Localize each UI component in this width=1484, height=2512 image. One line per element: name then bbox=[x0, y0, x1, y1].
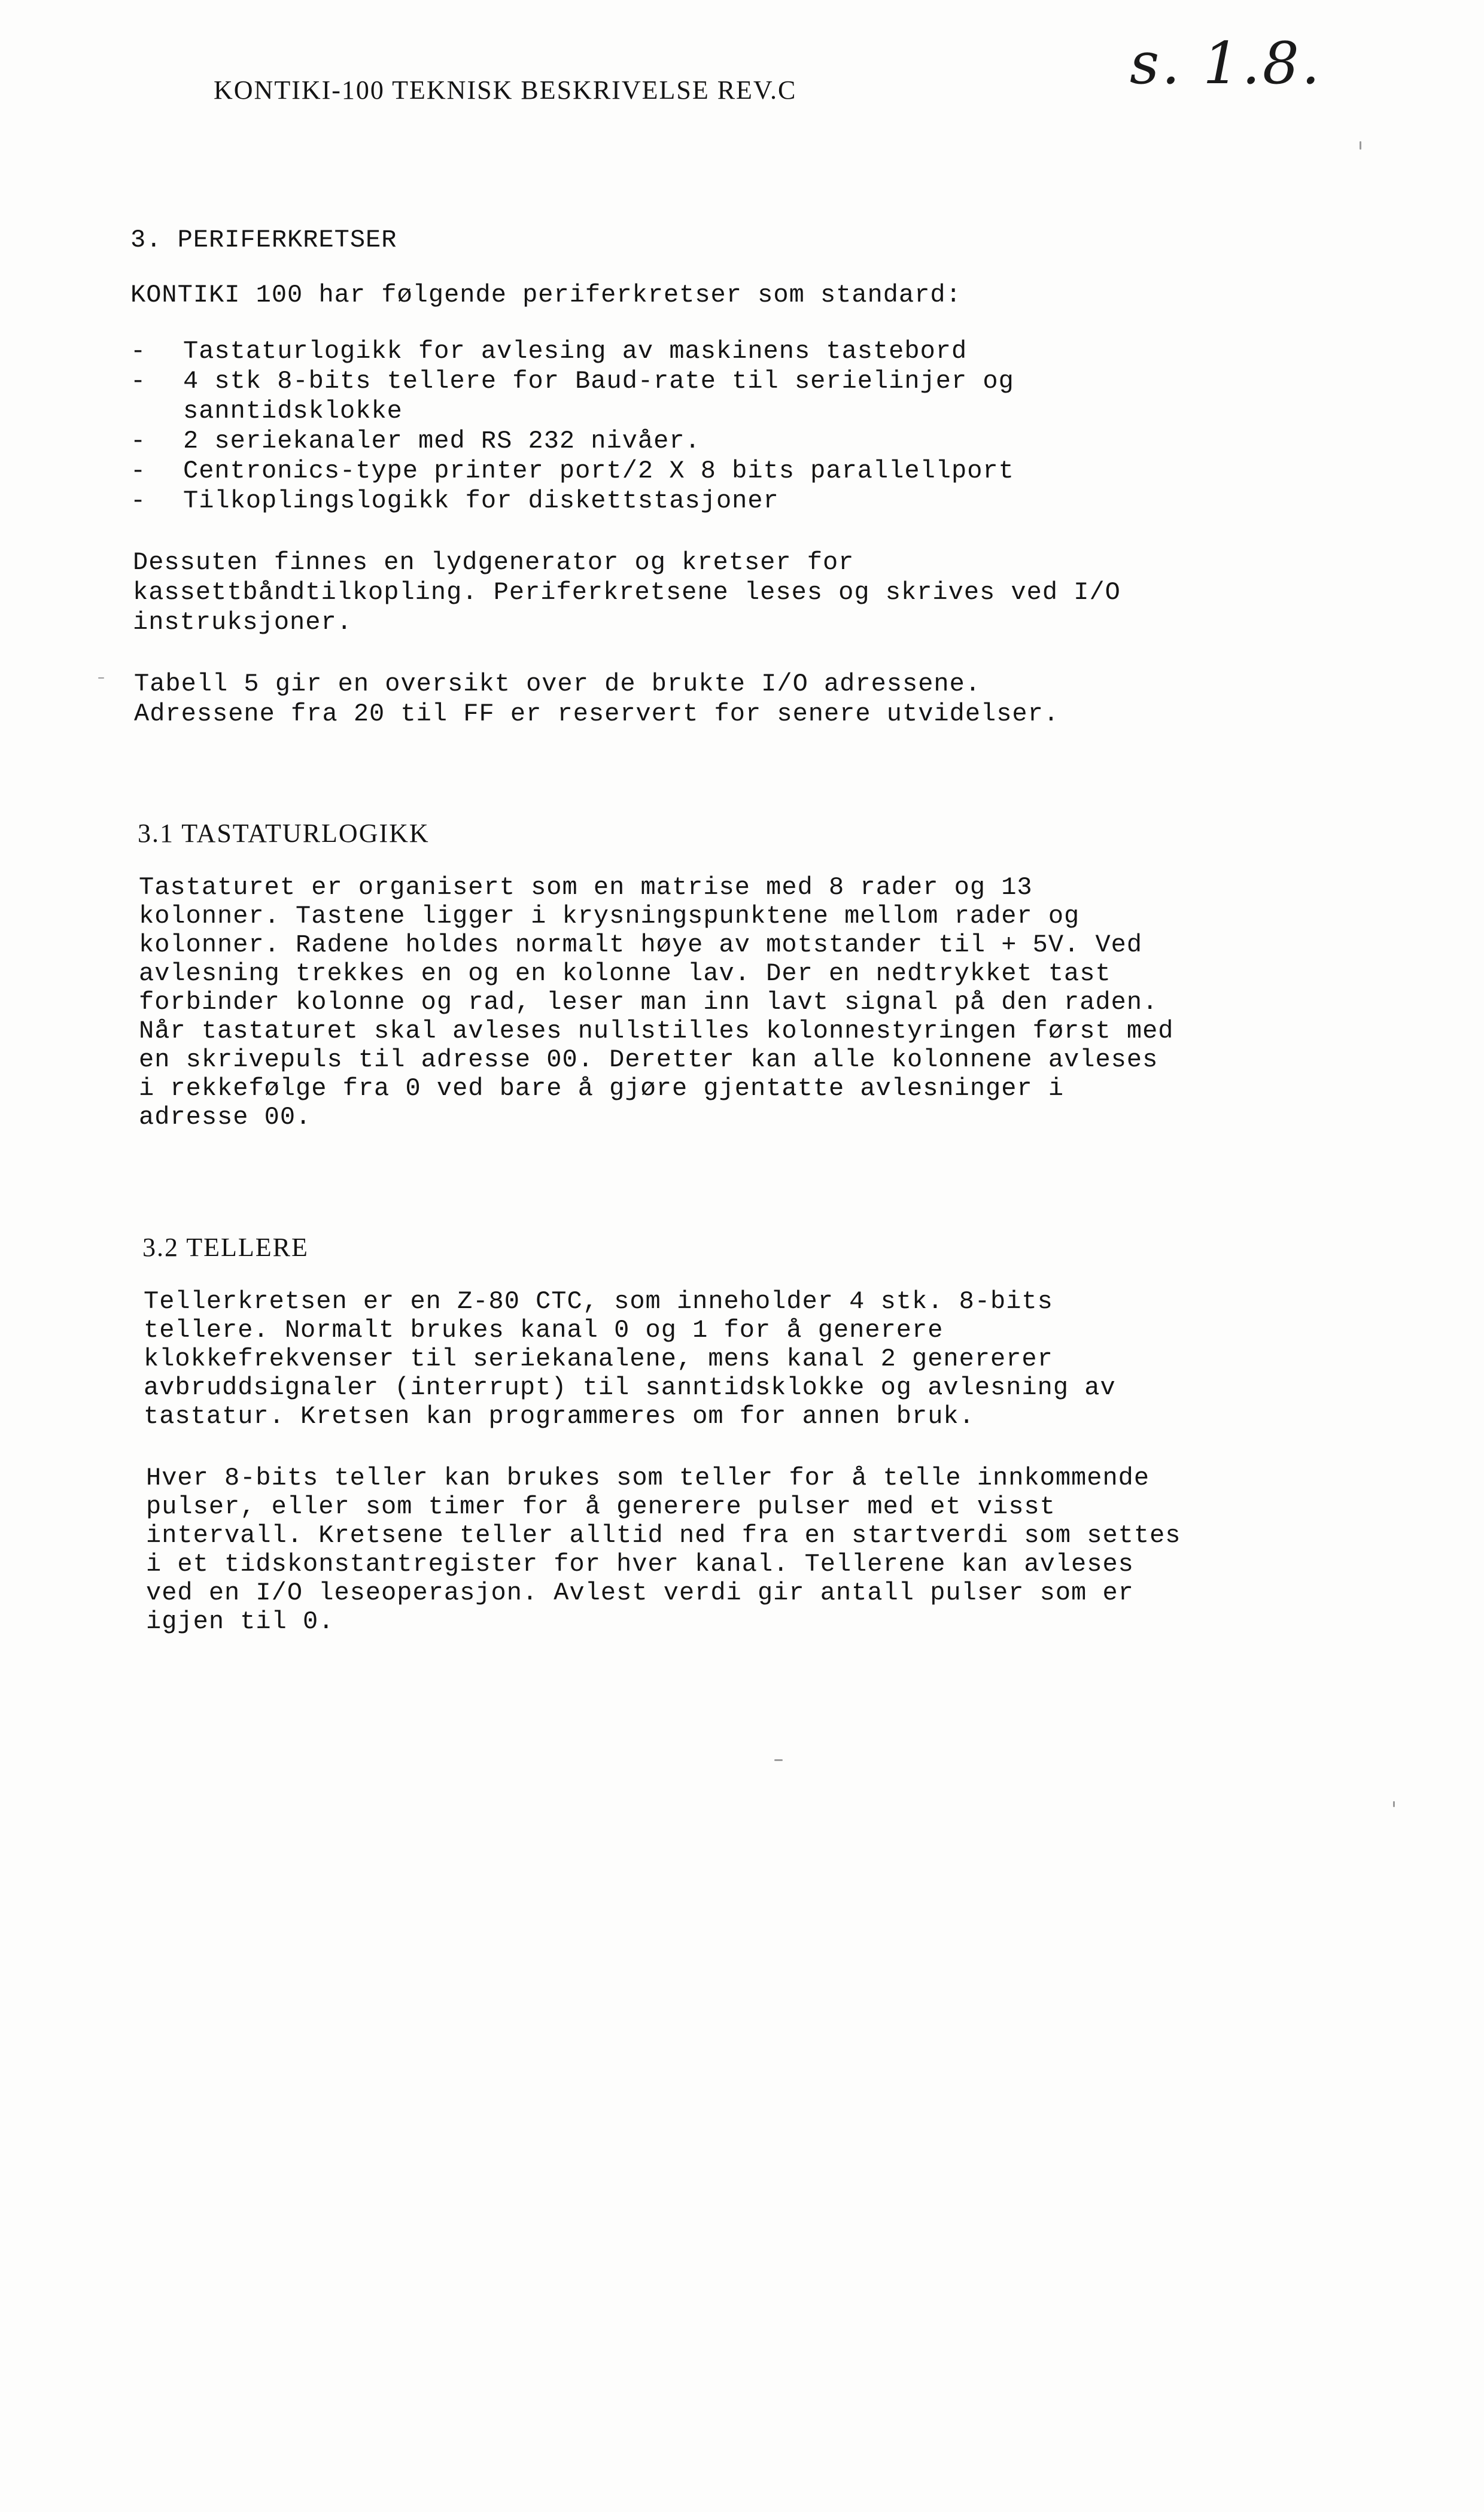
list-item bbox=[130, 486, 1014, 516]
bullet-dash: - bbox=[130, 337, 147, 366]
paragraph-line: kolonner. Radene holdes normalt høye av motstander til + 5V. Ved bbox=[139, 930, 1143, 959]
paragraph-line: klokkefrekvenser til seriekanalene, mens kanal 2 genererer bbox=[144, 1345, 1053, 1373]
paragraph-line: ved en I/O leseoperasjon. Avlest verdi gir antall pulser som er bbox=[146, 1579, 1134, 1607]
scan-speck bbox=[1393, 1801, 1395, 1807]
paragraph-line: Adressene fra 20 til FF er reservert for senere utvidelser. bbox=[134, 700, 1060, 728]
scan-speck bbox=[774, 1759, 783, 1761]
bullet-text: Centronics-type printer port/2 X 8 bits parallellport bbox=[183, 457, 1014, 485]
paragraph-line: Tabell 5 gir en oversikt over de brukte I/O adressene. bbox=[134, 670, 981, 698]
bullet-text: 4 stk 8-bits tellere for Baud-rate til serielinjer og bbox=[183, 367, 1014, 396]
paragraph-line: adresse 00. bbox=[139, 1103, 312, 1132]
list-item bbox=[130, 426, 1014, 456]
paragraph-line: Hver 8-bits teller kan brukes som teller for å telle innkommende bbox=[146, 1464, 1150, 1492]
paragraph-line: Når tastaturet skal avleses nullstilles kolonnestyringen først med bbox=[139, 1017, 1174, 1045]
bullet-text: 2 seriekanaler med RS 232 nivåer. bbox=[183, 427, 701, 455]
section-intro: KONTIKI 100 har følgende periferkretser som standard: bbox=[130, 281, 962, 309]
section-heading-tastaturlogikk: 3.1 TASTATURLOGIKK bbox=[138, 819, 430, 848]
paragraph-line: igjen til 0. bbox=[146, 1607, 334, 1636]
paragraph-line: kolonner. Tastene ligger i krysningspunktene mellom rader og bbox=[139, 902, 1080, 930]
paragraph-hver-teller bbox=[146, 1463, 1181, 1635]
bullet-dash: - bbox=[130, 367, 147, 396]
paragraph-line: en skrivepuls til adresse 00. Deretter kan alle kolonnene avleses bbox=[139, 1045, 1158, 1074]
paragraph-line: Tellerkretsen er en Z-80 CTC, som inneholder 4 stk. 8-bits bbox=[144, 1287, 1053, 1316]
bullet-text: sanntidsklokke bbox=[183, 397, 403, 425]
paragraph-line: instruksjoner. bbox=[133, 608, 352, 637]
paragraph-line: Tastaturet er organisert som en matrise med 8 rader og 13 bbox=[139, 873, 1033, 902]
bullet-dash: - bbox=[130, 427, 147, 455]
bullet-list bbox=[130, 336, 1014, 516]
paragraph-line: avlesning trekkes en og en kolonne lav. Der en nedtrykket tast bbox=[139, 959, 1111, 988]
scan-speck bbox=[1360, 141, 1361, 150]
page-number-handwritten: s. 1.8. bbox=[1130, 30, 1322, 97]
paragraph-tabell bbox=[134, 669, 1059, 729]
section-heading-tellere: 3.2 TELLERE bbox=[142, 1233, 309, 1262]
paragraph-line: Dessuten finnes en lydgenerator og kretser for bbox=[133, 548, 854, 577]
paragraph-tastaturlogikk bbox=[139, 872, 1173, 1131]
list-item bbox=[130, 336, 1014, 366]
paragraph-line: avbruddsignaler (interrupt) til sanntidsklokke og avlesning av bbox=[144, 1373, 1116, 1402]
bullet-text: Tastaturlogikk for avlesing av maskinens tastebord bbox=[183, 337, 968, 366]
paragraph-line: kassettbåndtilkopling. Periferkretsene leses og skrives ved I/O bbox=[133, 578, 1121, 607]
paragraph-line: tellere. Normalt brukes kanal 0 og 1 for å generere bbox=[144, 1316, 944, 1345]
paragraph-dessuten bbox=[133, 548, 1121, 637]
list-item-continuation bbox=[130, 396, 1014, 426]
paragraph-tellerkretsen bbox=[144, 1287, 1116, 1430]
bullet-text: Tilkoplingslogikk for diskettstasjoner bbox=[183, 486, 779, 515]
section-heading-periferkretser: 3. PERIFERKRETSER bbox=[130, 226, 397, 254]
paragraph-line: i rekkefølge fra 0 ved bare å gjøre gjentatte avlesninger i bbox=[139, 1074, 1065, 1103]
list-item bbox=[130, 366, 1014, 396]
paragraph-line: i et tidskonstantregister for hver kanal. Tellerene kan avleses bbox=[146, 1550, 1134, 1579]
paragraph-line: tastatur. Kretsen kan programmeres om for annen bruk. bbox=[144, 1402, 975, 1431]
bullet-dash: - bbox=[130, 457, 147, 485]
document-title: KONTIKI-100 TEKNISK BESKRIVELSE REV.C bbox=[214, 75, 797, 105]
paragraph-line: intervall. Kretsene teller alltid ned fra en startverdi som settes bbox=[146, 1521, 1181, 1550]
paragraph-line: forbinder kolonne og rad, leser man inn lavt signal på den raden. bbox=[139, 988, 1158, 1017]
paragraph-line: pulser, eller som timer for å generere pulser med et visst bbox=[146, 1492, 1056, 1521]
list-item bbox=[130, 456, 1014, 486]
bullet-dash: - bbox=[130, 486, 147, 515]
scan-speck bbox=[98, 677, 104, 679]
